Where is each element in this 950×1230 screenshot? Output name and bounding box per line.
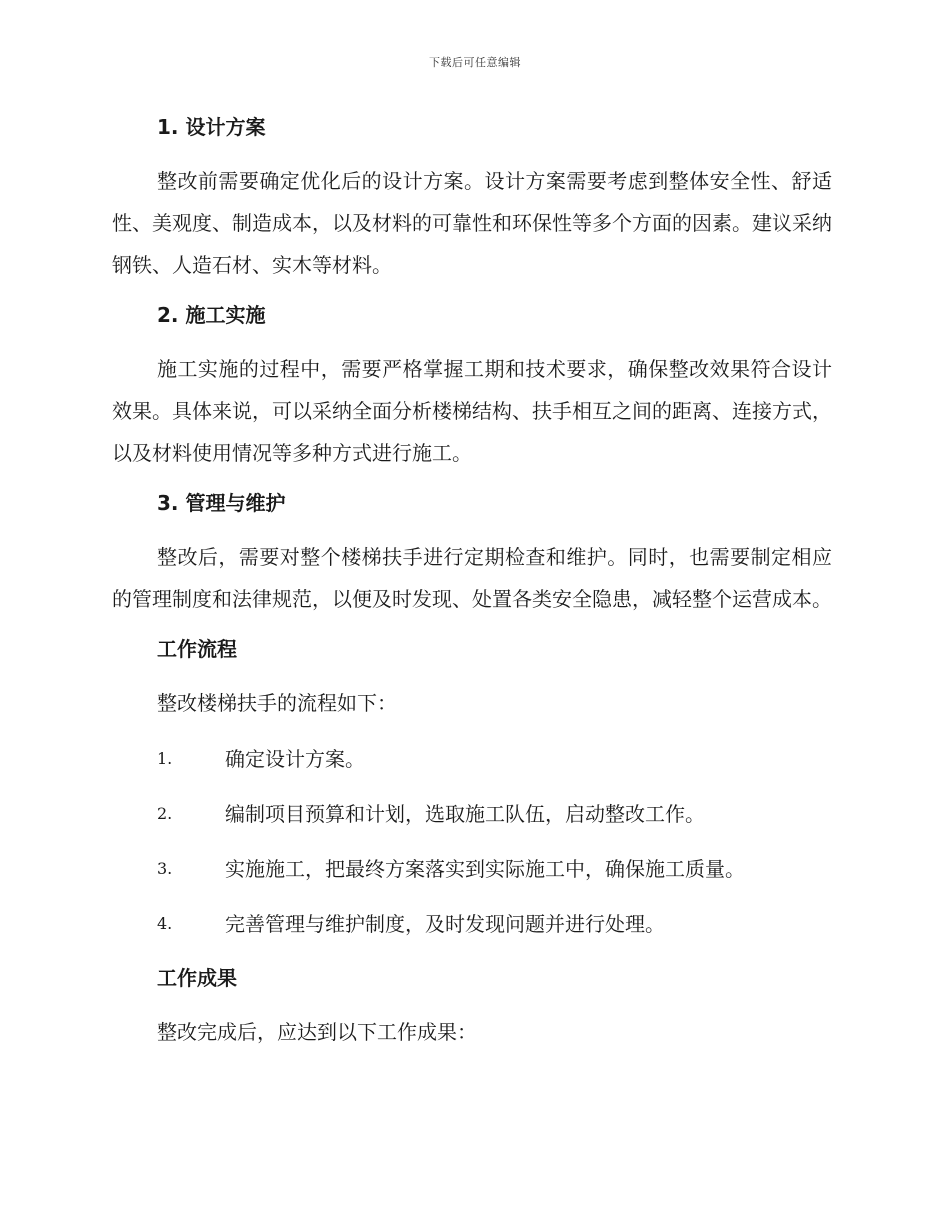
list-number: 4. [157, 914, 173, 933]
section-heading: 工作流程 [157, 637, 237, 661]
list-text: 实施施工，把最终方案落实到实际施工中，确保施工质量。 [225, 857, 745, 881]
section-design [112, 112, 832, 286]
list-number: 2. [157, 804, 173, 823]
section-construction [112, 300, 832, 474]
section-results [112, 963, 832, 1053]
list-text: 确定设计方案。 [225, 747, 365, 771]
section-paragraph: 整改后，需要对整个楼梯扶手进行定期检查和维护。同时，也需要制定相应的管理制度和法律规范，以便及时发现、处置各类安全隐患，减轻整个运营成本。 [112, 545, 832, 611]
section-heading: 工作成果 [157, 966, 237, 990]
document-body [112, 108, 832, 1053]
page-header: 下载后可任意编辑 [429, 56, 521, 69]
section-heading: 3. 管理与维护 [157, 491, 286, 515]
workflow-intro: 整改楼梯扶手的流程如下： [157, 691, 397, 715]
results-intro: 整改完成后，应达到以下工作成果： [157, 1020, 477, 1044]
section-paragraph: 施工实施的过程中，需要严格掌握工期和技术要求，确保整改效果符合设计效果。具体来说，可以采纳全面分析楼梯结构、扶手相互之间的距离、连接方式，以及材料使用情况等多种方式进行施工。 [112, 357, 832, 465]
section-heading: 2. 施工实施 [157, 303, 266, 327]
section-paragraph: 整改前需要确定优化后的设计方案。设计方案需要考虑到整体安全性、舒适性、美观度、制造成本，以及材料的可靠性和环保性等多个方面的因素。建议采纳钢铁、人造石材、实木等材料。 [112, 169, 832, 277]
list-item [112, 909, 832, 939]
list-item [112, 744, 832, 774]
list-text: 完善管理与维护制度，及时发现问题并进行处理。 [225, 912, 665, 936]
list-number: 3. [157, 859, 173, 878]
list-item [112, 854, 832, 884]
section-workflow [112, 634, 832, 939]
section-management [112, 488, 832, 620]
section-heading: 1. 设计方案 [157, 115, 266, 139]
list-item [112, 799, 832, 829]
list-number: 1. [157, 749, 173, 768]
list-text: 编制项目预算和计划，选取施工队伍，启动整改工作。 [225, 802, 705, 826]
